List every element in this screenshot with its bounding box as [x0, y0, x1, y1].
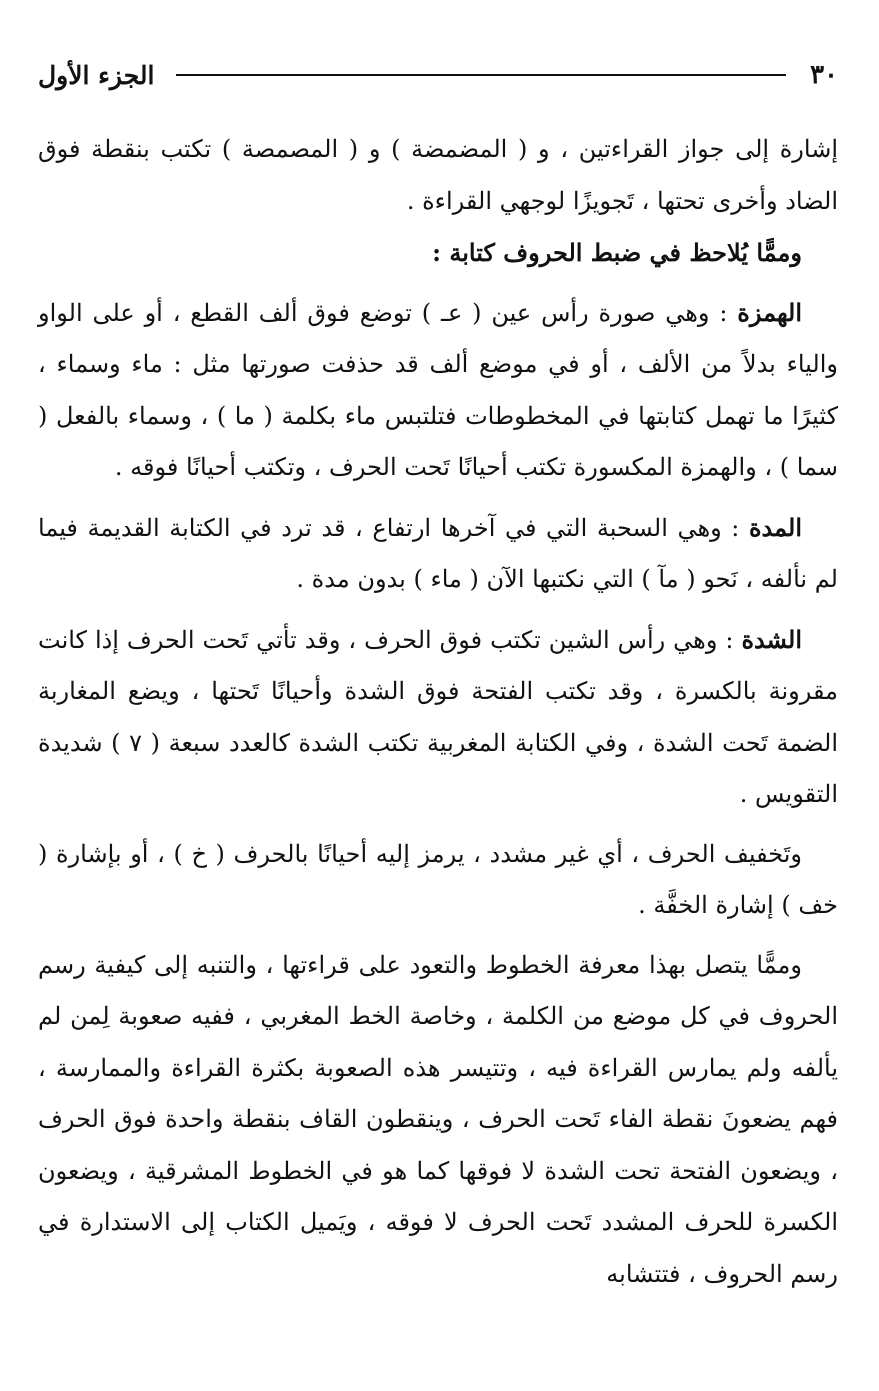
section-heading-text: وممًّا يُلاحظ في ضبط الحروف كتابة : [432, 238, 802, 267]
term-madda: المدة [748, 512, 802, 542]
paragraph-readings [38, 124, 838, 227]
paragraph-shadda [38, 614, 838, 821]
paragraph-takhfif [38, 829, 838, 932]
paragraph-text: وتَخفيف الحرف ، أي غير مشدد ، يرمز إليه أحيانًا بالحرف ( خ ) ، أو بإشارة ( خف ) إشارة الخفَّة . [38, 839, 838, 919]
running-header [38, 52, 838, 98]
paragraph-madda [38, 502, 838, 606]
body-text [38, 124, 838, 1300]
paragraph-text: وممًّا يتصل بهذا معرفة الخطوط والتعود على قراءتها ، والتنبه إلى كيفية رسم الحروف في كل موضع من الكلمة ، وخاصة الخط المغربي ، ففيه صعوبة لِمن لم يألفه ولم يمارس القراءة فيه ، وتتيسر هذه الصعوبة بكثرة القراءة والممارسة ، فهم يضعونَ نقطة الفاء تَحت الحرف ، وينقطون القاف بنقطة واحدة فوق الحرف ، ويضعون الفتحة تحت الشدة لا فوقها كما هو في الخطوط المشرقية ، ويضعون الكسرة للحرف المشدد تَحت الحرف لا فوقه ، ويَميل الكتاب إلى الاستدارة في رسم الحروف ، فتتشابه [38, 950, 839, 1288]
term-hamza: الهمزة [737, 297, 802, 327]
paragraph-hamza [38, 287, 838, 494]
header-rule [176, 74, 786, 76]
book-page [38, 52, 838, 1300]
page-number: ٣٠ [810, 60, 838, 90]
paragraph-text: : وهي صورة رأس عين ( عـ ) توضع فوق ألف القطع ، أو على الواو والياء بدلاً من الألف ، أو في موضع ألف قد حذفت صورتها مثل : ماء وسماء ، كثيرًا ما تهمل كتابتها في المخطوطات فتلتبس ماء بكلمة ( ما ) ، وسماء بالفعل ( سما ) ، والهمزة المكسورة تكتب أحيانًا تَحت الحرف ، وتكتب أحيانًا فوقه . [38, 298, 838, 481]
paragraph-text: : وهي رأس الشين تكتب فوق الحرف ، وقد تأتي تَحت الحرف إذا كانت مقرونة بالكسرة ، وقد تكتب الفتحة فوق الشدة وأحيانًا تَحتها ، ويضع المغاربة الضمة تَحت الشدة ، وفي الكتابة المغربية تكتب الشدة كالعدد سبعة ( ٧ ) شديدة التقويس . [38, 625, 839, 808]
paragraph-text: إشارة إلى جواز القراءتين ، و ( المضمضة ) و ( المصمصة ) تكتب بنقطة فوق الضاد وأخرى تحتها ، تَجويزًا لوجهي القراءة . [38, 135, 838, 215]
part-title: الجزء الأول [38, 60, 155, 90]
term-shadda: الشدة [741, 624, 802, 654]
paragraph-text: : وهي السحبة التي في آخرها ارتفاع ، قد ترد في الكتابة القديمة فيما لم نألفه ، نَحو ( مآ ) التي نكتبها الآن ( ماء ) بدون مدة . [38, 513, 838, 593]
paragraph-maghribi-script [38, 940, 838, 1301]
section-heading [38, 227, 838, 279]
